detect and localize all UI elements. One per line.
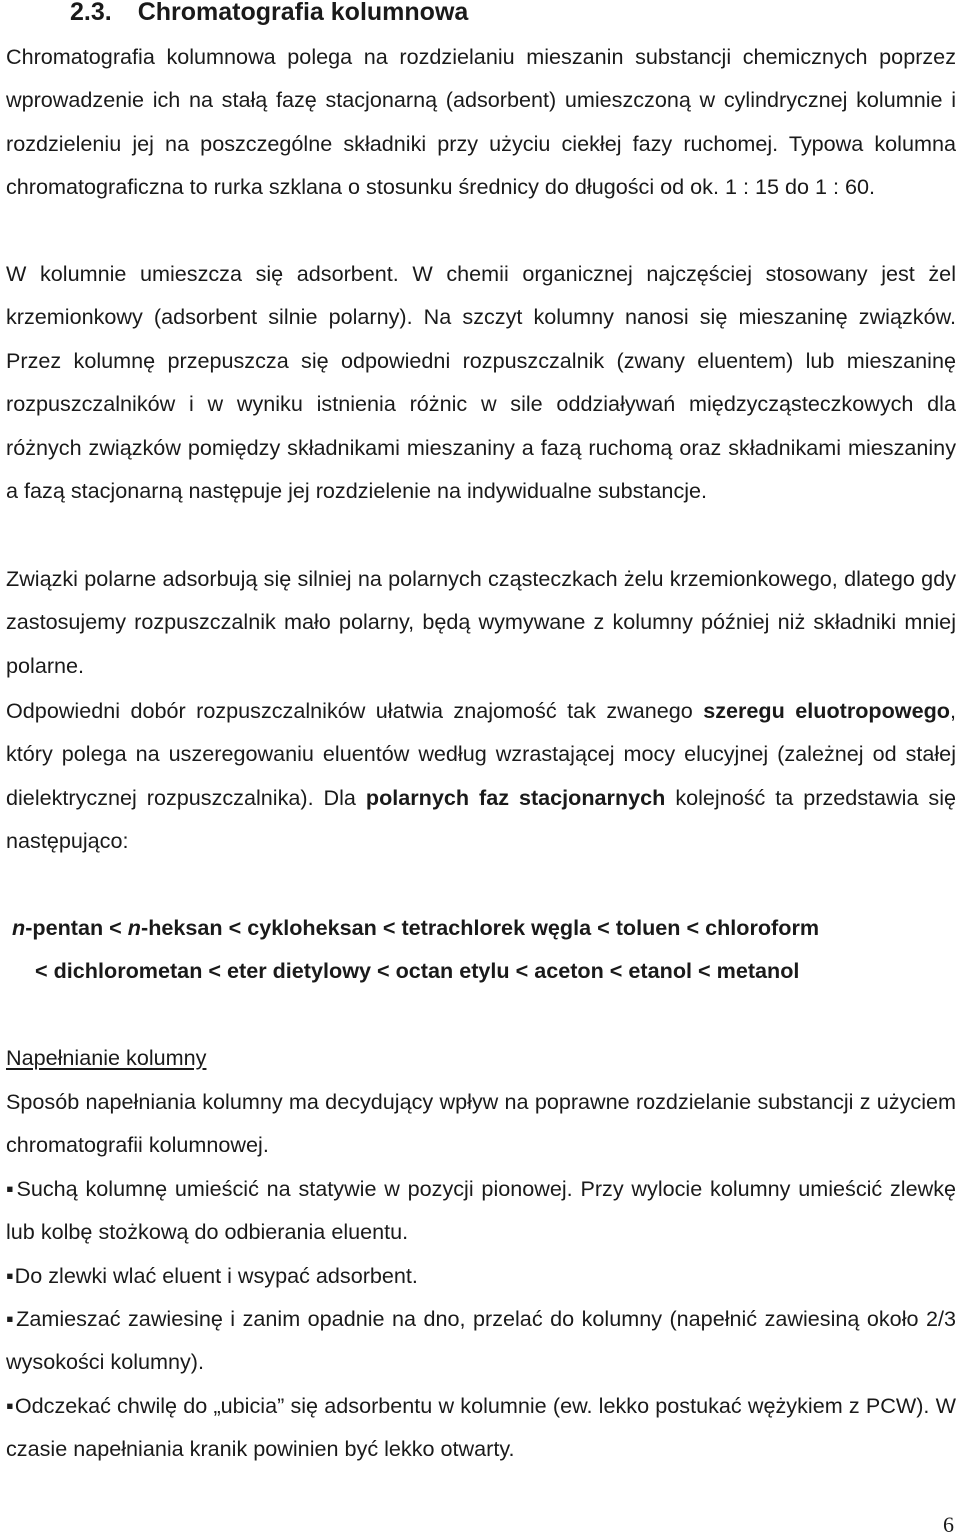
- term-eluotropic-series: szeregu eluotropowego: [703, 698, 950, 723]
- paragraph-eluotropic-intro: [6, 689, 956, 863]
- subsection-heading: Napełnianie kolumny: [6, 1045, 207, 1070]
- text-segment: , który polega na uszeregowaniu eluentów według wzrastającej mocy elucyjnej (zależnej od stałej dielektrycznej rozpuszczalnika). Dla: [6, 698, 956, 810]
- bullet-icon: ▪: [6, 1306, 16, 1331]
- section-title: Chromatografia kolumnowa: [137, 0, 469, 26]
- paragraph-procedure: W kolumnie umieszcza się adsorbent. W chemii organicznej najczęściej stosowany jest żel krzemionkowy (adsorbent silnie polarny). Na szczyt kolumny nanosi się mieszaninę związków. Przez kolumnę przepuszcza się odpowiedni rozpuszczalnik (zwany eluentem) lub mieszaninę rozpuszczalników i w wyniku istnienia różnic w sile oddziaływań międzycząsteczkowych dla różnych związków pomiędzy składnikami mieszaniny a fazą ruchomą oraz składnikami mieszaniny a fazą stacjonarną następuje jej rozdzielenie na indywidualne substancje.: [6, 261, 956, 504]
- step-item: [6, 1167, 956, 1254]
- series-text: -heksan < cykloheksan < tetrachlorek węgla < toluen < chloroform: [141, 915, 820, 940]
- step-text: Zamieszać zawiesinę i zanim opadnie na dno, przelać do kolumny (napełnić zawiesiną około 2/3 wysokości kolumny).: [6, 1306, 956, 1375]
- bullet-icon: ▪: [6, 1393, 14, 1418]
- step-text: Suchą kolumnę umieścić na statywie w pozycji pionowej. Przy wylocie kolumny umieścić zlewkę lub kolbę stożkową do odbierania eluentu.: [6, 1176, 956, 1245]
- eluotropic-series-line-1: [12, 906, 819, 949]
- text-segment: Odpowiedni dobór rozpuszczalników ułatwia znajomość tak zwanego: [6, 698, 704, 723]
- term-polar-stationary-phases: polarnych faz stacjonarnych: [365, 784, 666, 810]
- paragraph-filling-intro: Sposób napełniania kolumny ma decydujący wpływ na poprawne rozdzielanie substancji z użyciem chromatografii kolumnowej.: [6, 1089, 956, 1158]
- n-prefix: n: [12, 915, 26, 940]
- step-item: [6, 1254, 956, 1297]
- section-number: 2.3.: [70, 0, 112, 26]
- step-text: Odczekać chwilę do „ubicia” się adsorbentu w kolumnie (ew. lekko postukać wężykiem z PCW). W czasie napełniania kranik powinien być lekko otwarty.: [6, 1393, 957, 1462]
- eluotropic-series-line-2: < dichlorometan < eter dietylowy < octan etylu < aceton < etanol < metanol: [35, 958, 800, 983]
- page-number: 6: [943, 1512, 954, 1537]
- bullet-icon: ▪: [6, 1176, 16, 1201]
- n-prefix: n: [127, 915, 141, 940]
- paragraph-intro: Chromatografia kolumnowa polega na rozdzielaniu mieszanin substancji chemicznych poprzez wprowadzenie ich na stałą fazę stacjonarną (adsorbent) umieszczoną w cylindrycznej kolumnie i rozdzieleniu jej na poszczególne składniki przy użyciu ciekłej fazy ruchomej. Typowa kolumna chromatograficzna to rurka szklana o stosunku średnicy do długości od ok. 1 : 15 do 1 : 60.: [6, 44, 956, 200]
- bullet-icon: ▪: [6, 1263, 14, 1288]
- step-item: [6, 1297, 956, 1384]
- paragraph-polarity: Związki polarne adsorbują się silniej na polarnych cząsteczkach żelu krzemionkowego, dlatego gdy zastosujemy rozpuszczalnik mało polarny, będą wymywane z kolumny później niż składniki mniej polarne.: [6, 566, 956, 678]
- step-item: [6, 1384, 956, 1471]
- series-text: -pentan <: [25, 915, 128, 940]
- step-text: Do zlewki wlać eluent i wsypać adsorbent.: [14, 1263, 418, 1288]
- text-segment: kolejność ta przedstawia się następująco:: [6, 784, 957, 854]
- section-heading: [70, 0, 468, 30]
